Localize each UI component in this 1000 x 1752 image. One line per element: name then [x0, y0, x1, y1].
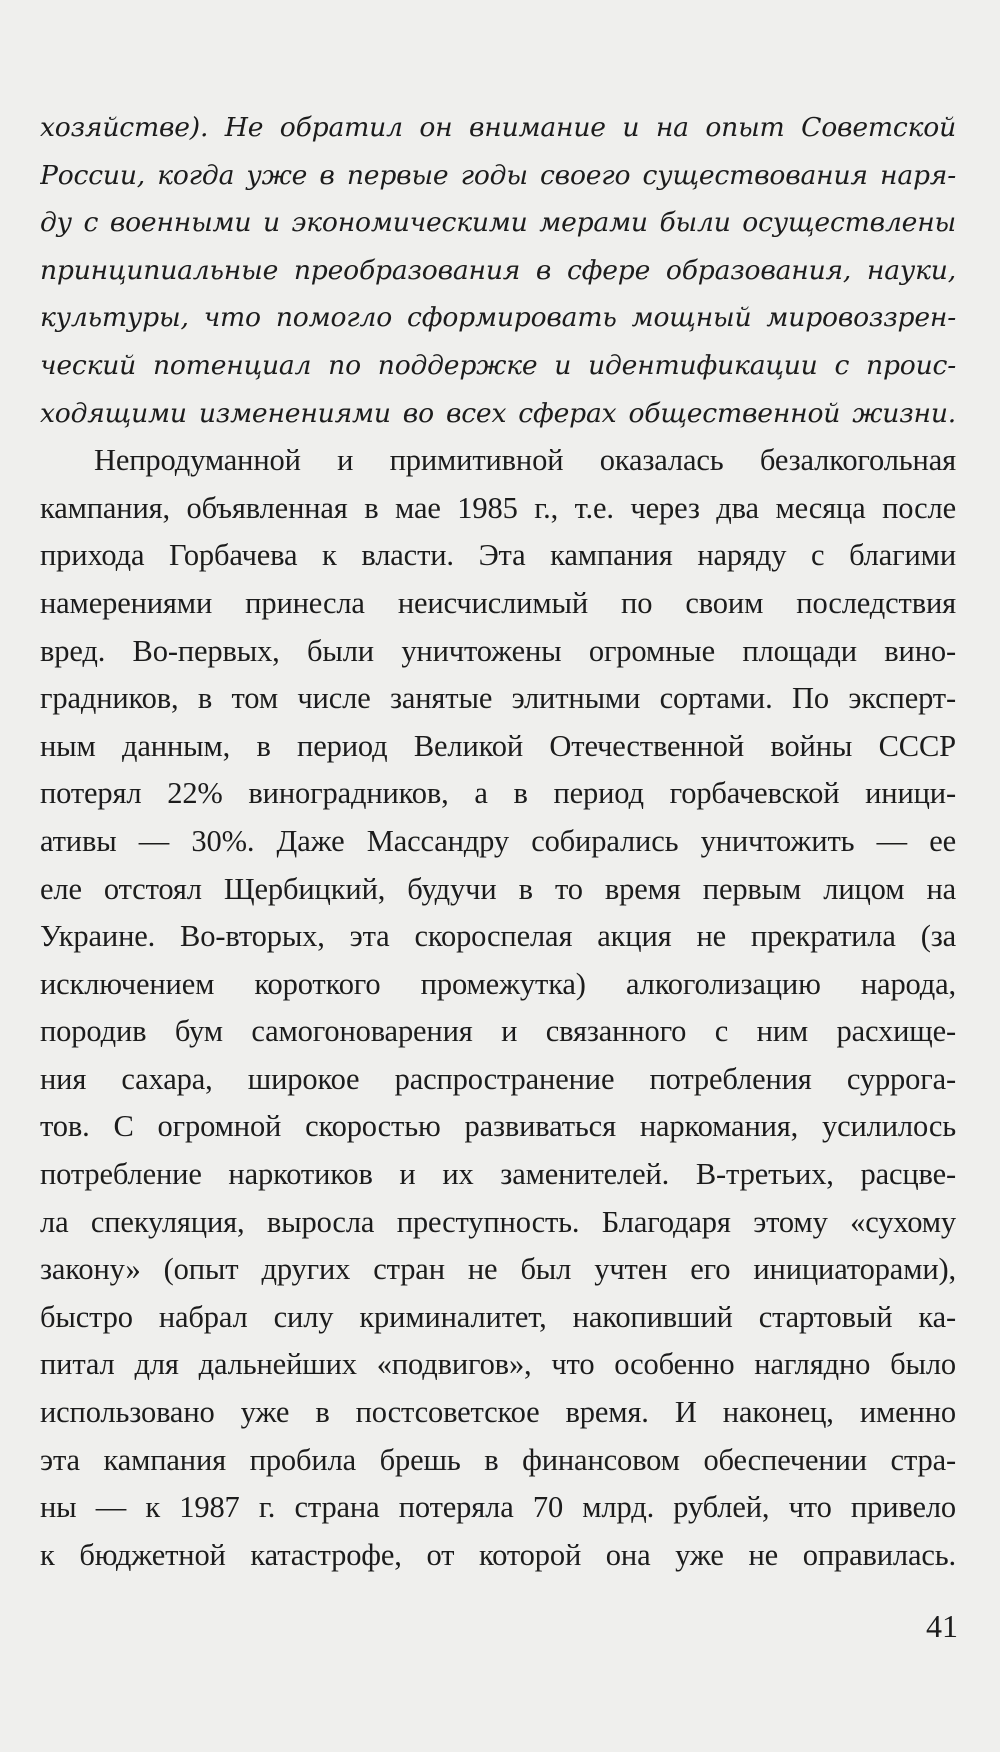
text-line: ным данным, в период Великой Отечественной войны СССР	[40, 728, 956, 763]
text-line: быстро набрал силу криминалитет, накопивший стартовый ка-	[40, 1299, 956, 1334]
text-line: России, когда уже в первые годы своего существования наря-	[40, 159, 956, 191]
text-line: породив бум самогоноварения и связанного с ним расхище-	[40, 1014, 956, 1049]
text-line: ативы — 30%. Даже Массандру собирались уничтожить — ее	[40, 823, 956, 858]
page-body	[40, 104, 956, 1579]
text-line: кампания, объявленная в мае 1985 г., т.е. через два месяца после	[40, 490, 956, 525]
text-line: потерял 22% виноградников, а в период горбачевской иници-	[40, 776, 956, 811]
text-line: эта кампания пробила брешь в финансовом обеспечении стра-	[40, 1442, 956, 1477]
page-number: 41	[926, 1608, 958, 1644]
text-line: ческий потенциал по поддержке и идентификации с проис-	[40, 349, 956, 381]
text-line: принципиальные преобразования в сфере образования, науки,	[40, 254, 956, 286]
text-line: вред. Во-первых, были уничтожены огромные площади вино-	[40, 633, 956, 668]
text-line: ла спекуляция, выросла преступность. Благодаря этому «сухому	[40, 1204, 956, 1239]
text-line: исключением короткого промежутка) алкоголизацию народа,	[40, 966, 956, 1001]
italic-paragraph	[40, 104, 956, 437]
text-line: еле отстоял Щербицкий, будучи в то время первым лицом на	[40, 871, 956, 906]
text-line: ны — к 1987 г. страна потеряла 70 млрд. рублей, что привело	[40, 1490, 956, 1525]
text-line: питал для дальнейших «подвигов», что особенно наглядно было	[40, 1347, 956, 1382]
text-line: закону» (опыт других стран не был учтен его инициаторами),	[40, 1252, 956, 1287]
text-line: тов. С огромной скоростью развиваться наркомания, усилилось	[40, 1109, 956, 1144]
text-line: ния сахара, широкое распространение потребления суррога-	[40, 1061, 956, 1096]
text-line: намерениями принесла неисчислимый по своим последствия	[40, 585, 956, 620]
text-line: потребление наркотиков и их заменителей. В-третьих, расцве-	[40, 1157, 956, 1192]
text-line: использовано уже в постсоветское время. И наконец, именно	[40, 1395, 956, 1430]
text-line: прихода Горбачева к власти. Эта кампания наряду с благими	[40, 538, 956, 573]
text-line: Непродуманной и примитивной оказалась безалкогольная	[94, 443, 956, 478]
text-line: хозяйстве). Не обратил он внимание и на опыт Советской	[40, 112, 956, 143]
text-line: к бюджетной катастрофе, от которой она уже не оправилась.	[40, 1537, 956, 1572]
text-line: ду с военными и экономическими мерами были осуществлены	[40, 207, 956, 239]
text-line: ходящими изменениями во всех сферах общественной жизни.	[40, 397, 956, 429]
text-line: Украине. Во-вторых, эта скороспелая акция не прекратила (за	[40, 919, 956, 954]
text-line: градников, в том числе занятые элитными сортами. По эксперт-	[40, 681, 956, 716]
main-paragraph	[40, 437, 956, 1579]
text-line: культуры, что помогло сформировать мощный мировоззрен-	[40, 302, 956, 334]
